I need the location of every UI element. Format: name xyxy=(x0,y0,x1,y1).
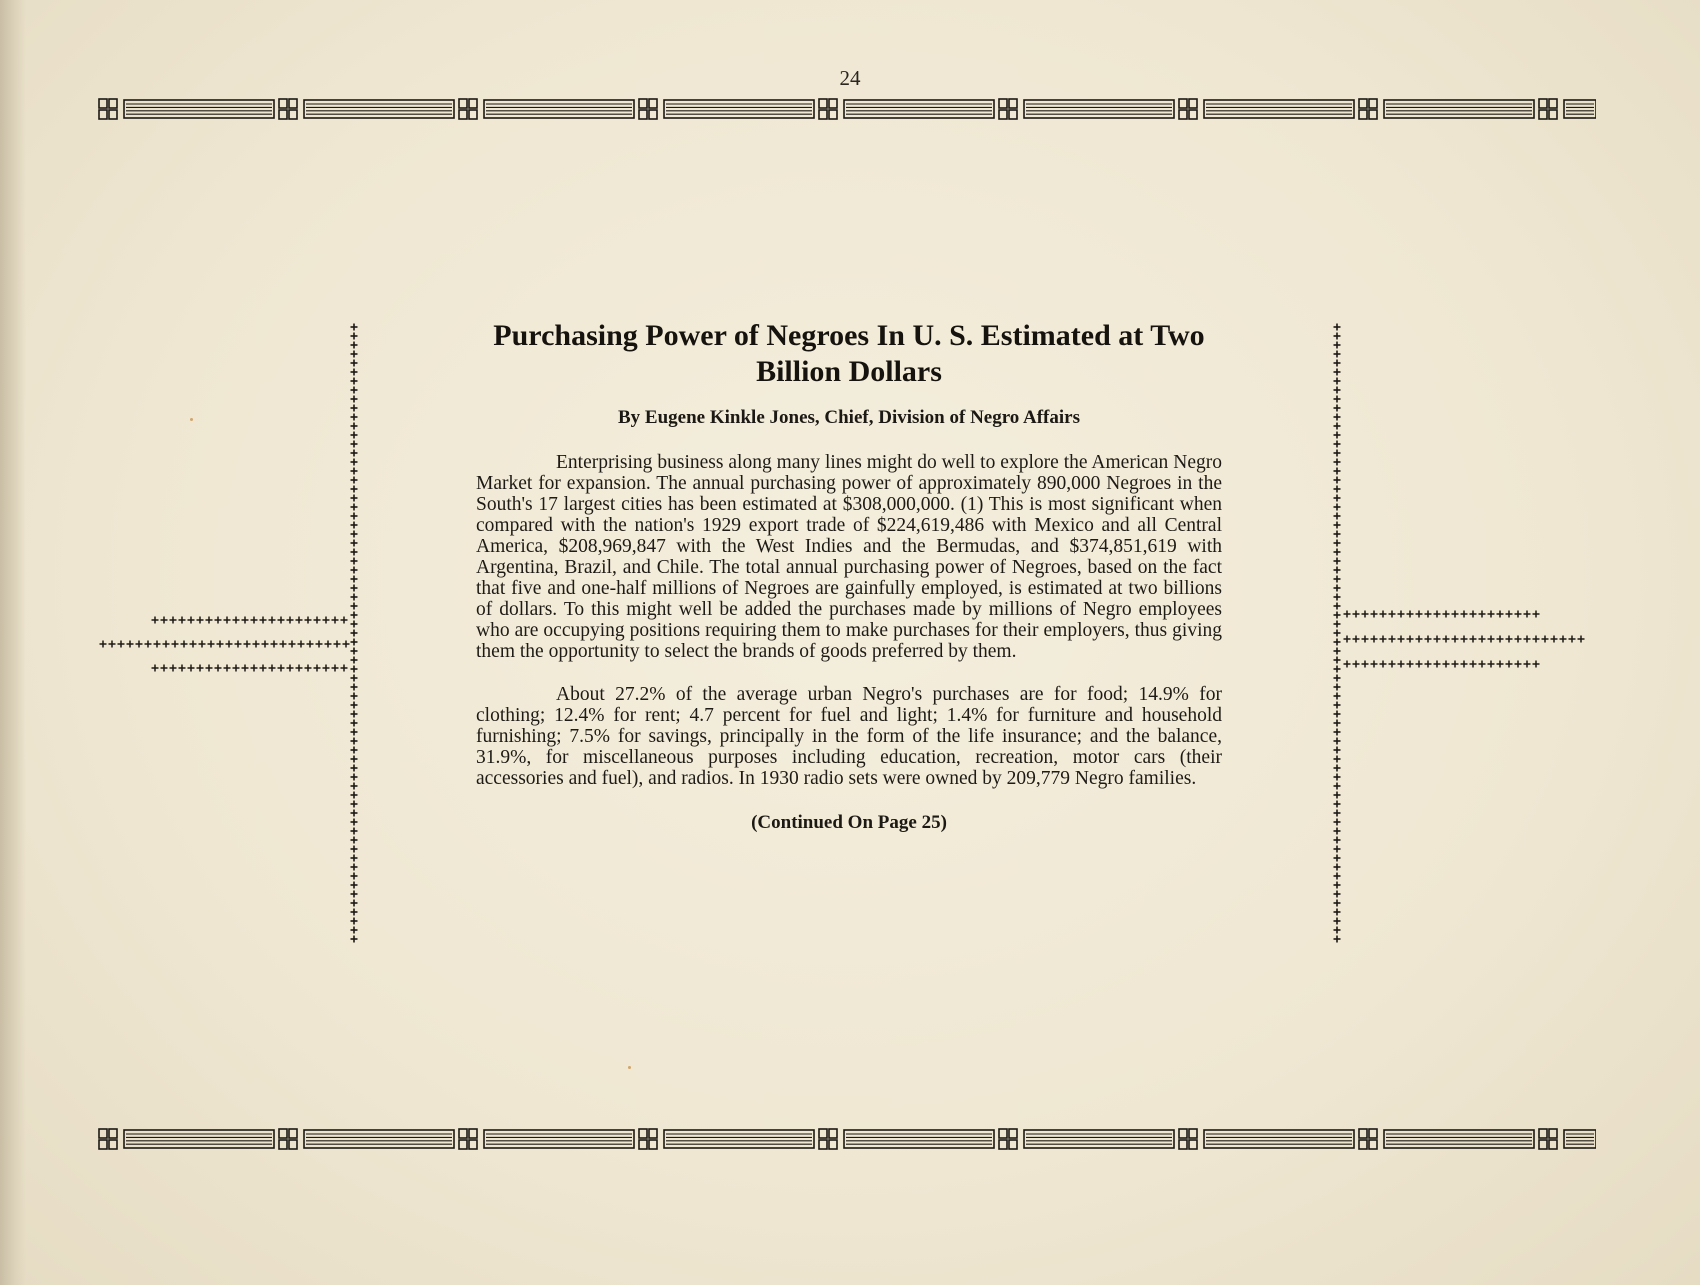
page-spine-shadow xyxy=(0,0,26,1285)
left-crossbar-ornament-3 xyxy=(150,662,350,674)
top-ornamental-border xyxy=(98,96,1596,122)
page-number: 24 xyxy=(839,66,861,90)
right-crossbar-ornament-1 xyxy=(1342,608,1542,620)
right-crossbar-ornament-3 xyxy=(1342,658,1542,670)
article xyxy=(476,318,1222,835)
article-paragraph-2: About 27.2% of the average urban Negro's purchases are for food; 14.9% for clothing; 12.4% for rent; 4.7 percent for fuel and light; 1.4% for furniture and household furnishing; 7.5% for savings, principally in the form of the life insurance; and the balance, 31.9%, for miscellaneous purposes including education, recreation, motor cars (their accessories and fuel), and radios. In 1930 radio sets were owned by 209,779 Negro families. xyxy=(476,684,1222,789)
article-paragraph-1: Enterprising business along many lines might do well to explore the American Negro Market for expansion. The annual purchasing power of approximately 890,000 Negroes in the South's 17 largest cities has been estimated at $308,000,000. (1) This is most significant when compared with the nation's 1929 export trade of $224,619,486 with Mexico and all Central America, $208,969,847 with the West Indies and the Bermudas, and $374,851,619 with Argentina, Brazil, and Chile. The total annual purchasing power of Negroes, based on the fact that five and one-half millions of Negroes are gainfully employed, is estimated at two billions of dollars. To this might well be added the purchases made by millions of Negro employees who are occupying positions requiring them to make purchases for their employers, thus giving them the opportunity to select the brands of goods preferred by them. xyxy=(476,452,1222,662)
bottom-ornamental-border xyxy=(98,1126,1596,1152)
right-crossbar-ornament-2 xyxy=(1342,633,1592,645)
paper-speck xyxy=(190,418,193,421)
continued-note: (Continued On Page 25) xyxy=(751,812,947,833)
paper-speck xyxy=(628,1066,631,1069)
left-vertical-ornament xyxy=(348,323,360,943)
article-byline: By Eugene Kinkle Jones, Chief, Division of Negro Affairs xyxy=(618,407,1080,428)
left-crossbar-ornament-1 xyxy=(150,614,350,626)
article-headline: Purchasing Power of Negroes In U. S. Estimated at Two Billion Dollars xyxy=(493,319,1205,388)
left-crossbar-ornament-2 xyxy=(98,638,350,650)
